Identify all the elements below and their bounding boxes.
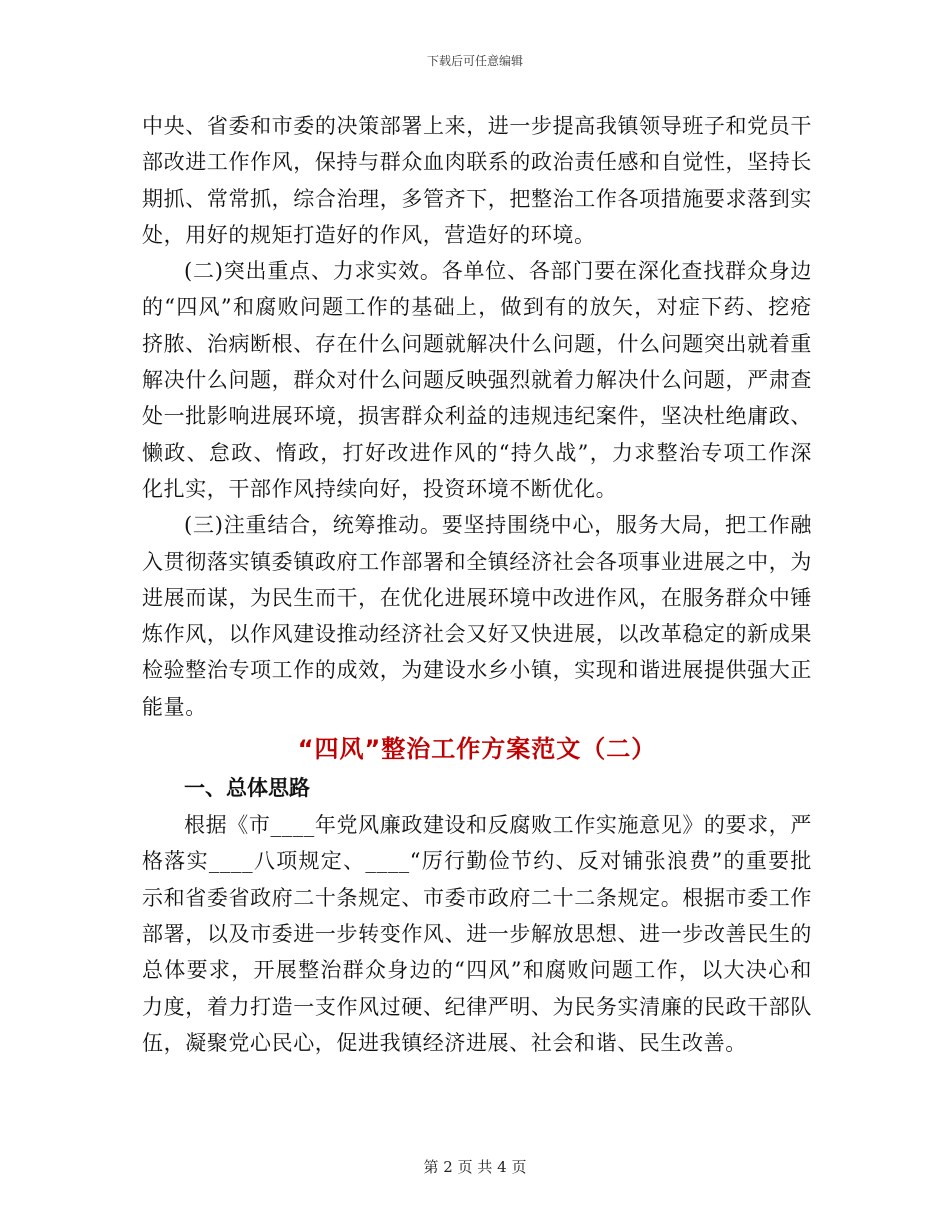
paragraph-continuation: 中央、省委和市委的决策部署上来，进一步提高我镇领导班子和党员干部改进工作作风，保持与群众血肉联系的政治责任感和自觉性，坚持长期抓、常常抓，综合治理，多管齐下，把整治工作各项措施要求落到实处，用好的规矩打造好的作风，营造好的环境。 (142, 114, 812, 247)
document-body (142, 108, 812, 1061)
paragraph-coordination: (三)注重结合，统筹推动。要坚持围绕中心，服务大局，把工作融入贯彻落实镇委镇政府工作部署和全镇经济社会各项事业进展之中，为进展而谋，为民生而干，在优化进展环境中改进作风，在服务群众中锤炼作风，以作风建设推动经济社会又好又快进展，以改革稳定的新成果检验整治专项工作的成效，为建设水乡小镇，实现和谐进展提供强大正能量。 (142, 513, 812, 719)
page-header: 下载后可任意编辑 (426, 54, 523, 68)
document-title: “四风”整治工作方案范文（二） (297, 735, 657, 764)
page-number-footer: 第 2 页 共 4 页 (423, 1158, 527, 1176)
paragraph-focus-results: (二)突出重点、力求实效。各单位、各部门要在深化查找群众身边的“四风”和腐败问题工作的基础上，做到有的放矢，对症下药、挖疮挤脓、治病断根、存在什么问题就解决什么问题，什么问题突出就着重解决什么问题，群众对什么问题反映强烈就着力解决什么问题，严肃查处一批影响进展环境，损害群众利益的违规违纪案件，坚决杜绝庸政、懒政、怠政、惰政，打好改进作风的“持久战”，力求整治专项工作深化扎实，干部作风持续向好，投资环境不断优化。 (142, 259, 812, 501)
paragraph-overall-approach: 根据《市____年党风廉政建设和反腐败工作实施意见》的要求，严格落实____八项规定、____“厉行勤俭节约、反对铺张浪费”的重要批示和省委省政府二十条规定、市委市政府二十二条规定。根据市委工作部署，以及市委进一步转变作风、进一步解放思想、进一步改善民生的总体要求，开展整治群众身边的“四风”和腐败问题工作，以大决心和力度，着力打造一支作风过硬、纪律严明、为民务实清廉的民政干部队伍，凝聚党心民心，促进我镇经济进展、社会和谐、民生改善。 (142, 813, 812, 1055)
section-heading-overall-approach: 一、总体思路 (184, 776, 310, 801)
